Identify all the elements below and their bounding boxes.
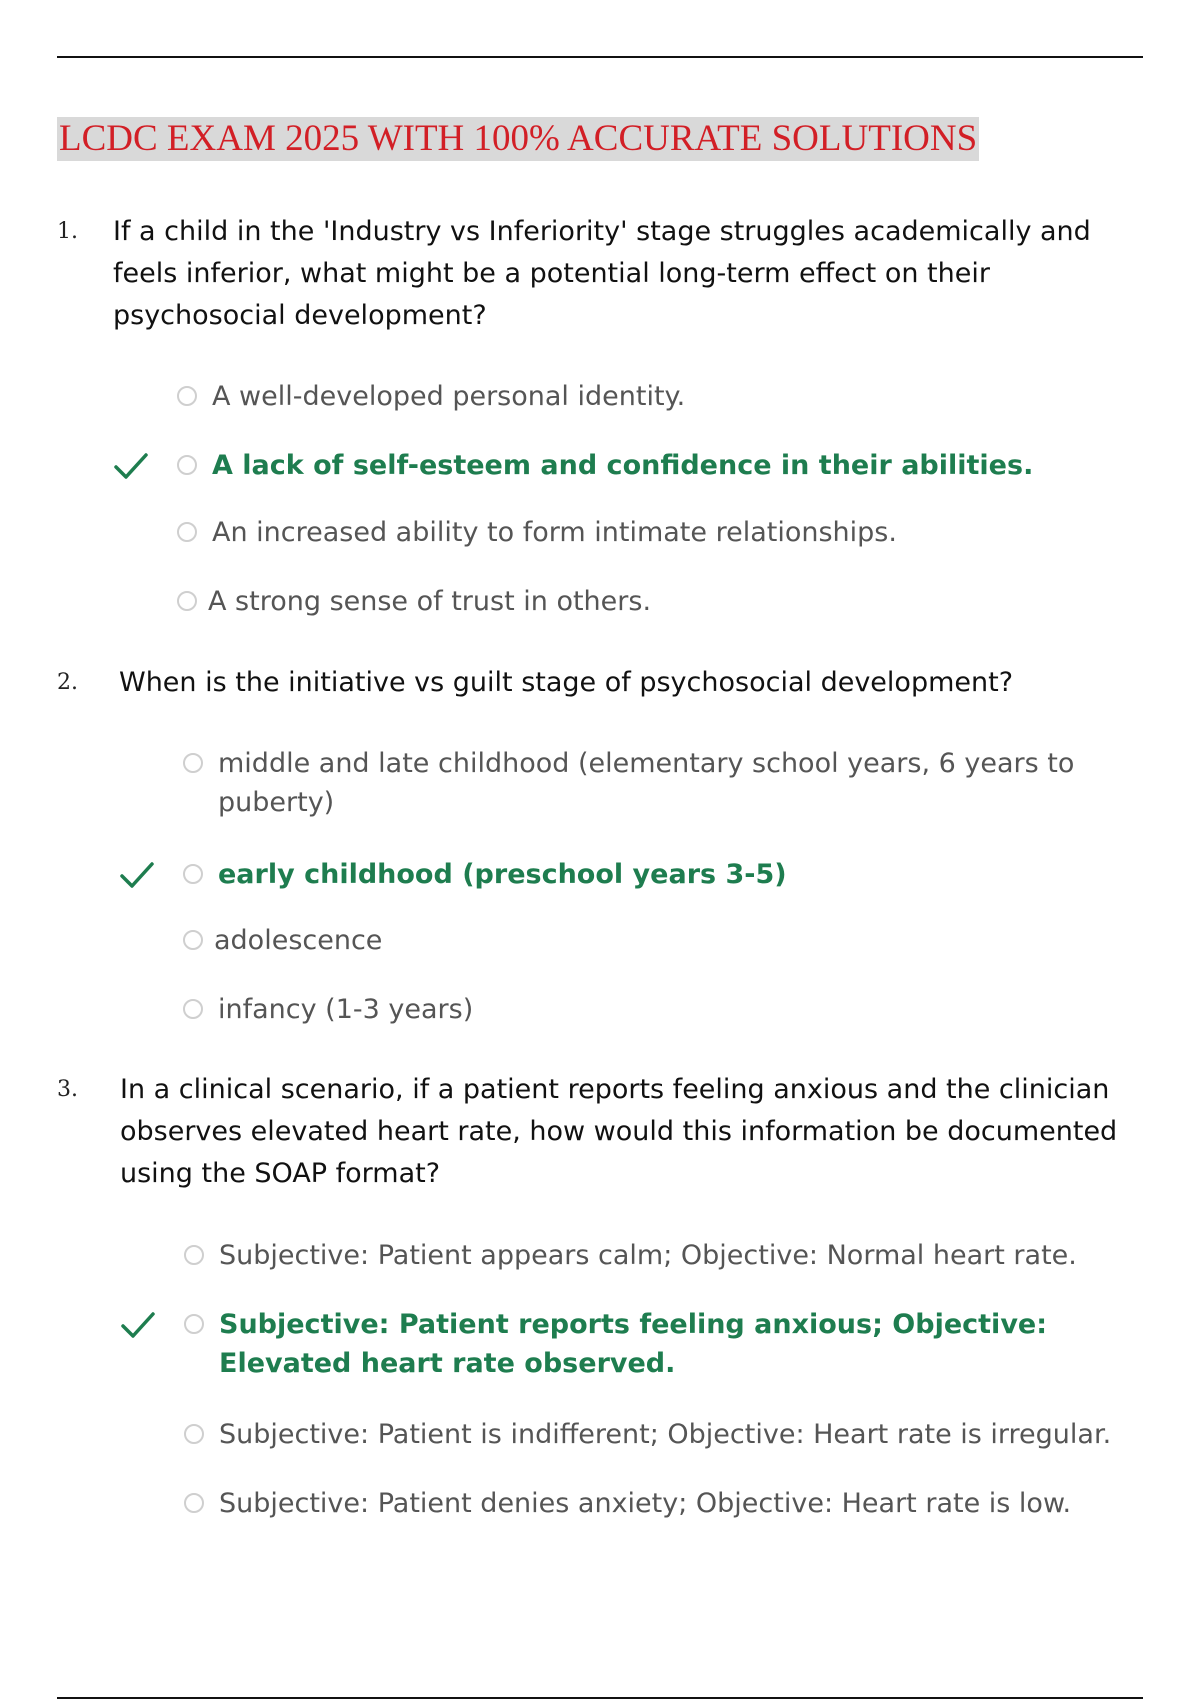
option-text: adolescence [214, 925, 383, 956]
radio-circle-icon[interactable] [183, 999, 203, 1019]
radio-circle-icon[interactable] [183, 753, 203, 773]
question-text: If a child in the 'Industry vs Inferiority' stage struggles academically and feels inferior, what might be a potential long-term effect on their psychosocial development? [113, 216, 1091, 331]
question-number: 3. [57, 1077, 78, 1102]
option-text: Subjective: Patient denies anxiety; Objective: Heart rate is low. [219, 1488, 1072, 1519]
question-text: When is the initiative vs guilt stage of psychosocial development? [119, 667, 1014, 698]
radio-circle-icon[interactable] [184, 1424, 204, 1444]
check-mark-icon [120, 1309, 156, 1341]
bottom-divider [57, 1697, 1143, 1699]
radio-circle-icon[interactable] [184, 1314, 204, 1334]
question-number: 1. [57, 219, 78, 244]
radio-circle-icon[interactable] [177, 386, 197, 406]
option-text: An increased ability to form intimate relationships. [212, 517, 897, 548]
check-mark-icon [113, 450, 149, 482]
top-divider [57, 56, 1143, 58]
radio-circle-icon[interactable] [184, 1245, 204, 1265]
radio-circle-icon[interactable] [184, 1493, 204, 1513]
option-text: early childhood (preschool years 3-5) [218, 859, 787, 890]
question-text: In a clinical scenario, if a patient reports feeling anxious and the clinician observes elevated heart rate, how would this information be documented using the SOAP format? [120, 1074, 1118, 1189]
question-number: 2. [57, 670, 78, 695]
check-mark-icon [119, 859, 155, 891]
option-text: middle and late childhood (elementary school years, 6 years to puberty) [218, 748, 1075, 818]
radio-circle-icon[interactable] [177, 591, 197, 611]
option-text: A lack of self-esteem and confidence in their abilities. [212, 450, 1034, 481]
option-text: A strong sense of trust in others. [208, 586, 652, 617]
option-text: Subjective: Patient is indifferent; Objective: Heart rate is irregular. [219, 1419, 1112, 1450]
radio-circle-icon[interactable] [183, 864, 203, 884]
option-text: infancy (1-3 years) [218, 994, 474, 1025]
option-text: A well-developed personal identity. [212, 381, 686, 412]
document-title: LCDC EXAM 2025 WITH 100% ACCURATE SOLUTIONS [59, 118, 978, 159]
option-text: Subjective: Patient appears calm; Objective: Normal heart rate. [219, 1240, 1077, 1271]
radio-circle-icon[interactable] [177, 522, 197, 542]
radio-circle-icon[interactable] [183, 930, 203, 950]
option-text: Subjective: Patient reports feeling anxious; Objective: Elevated heart rate observed. [219, 1309, 1048, 1379]
radio-circle-icon[interactable] [177, 455, 197, 475]
